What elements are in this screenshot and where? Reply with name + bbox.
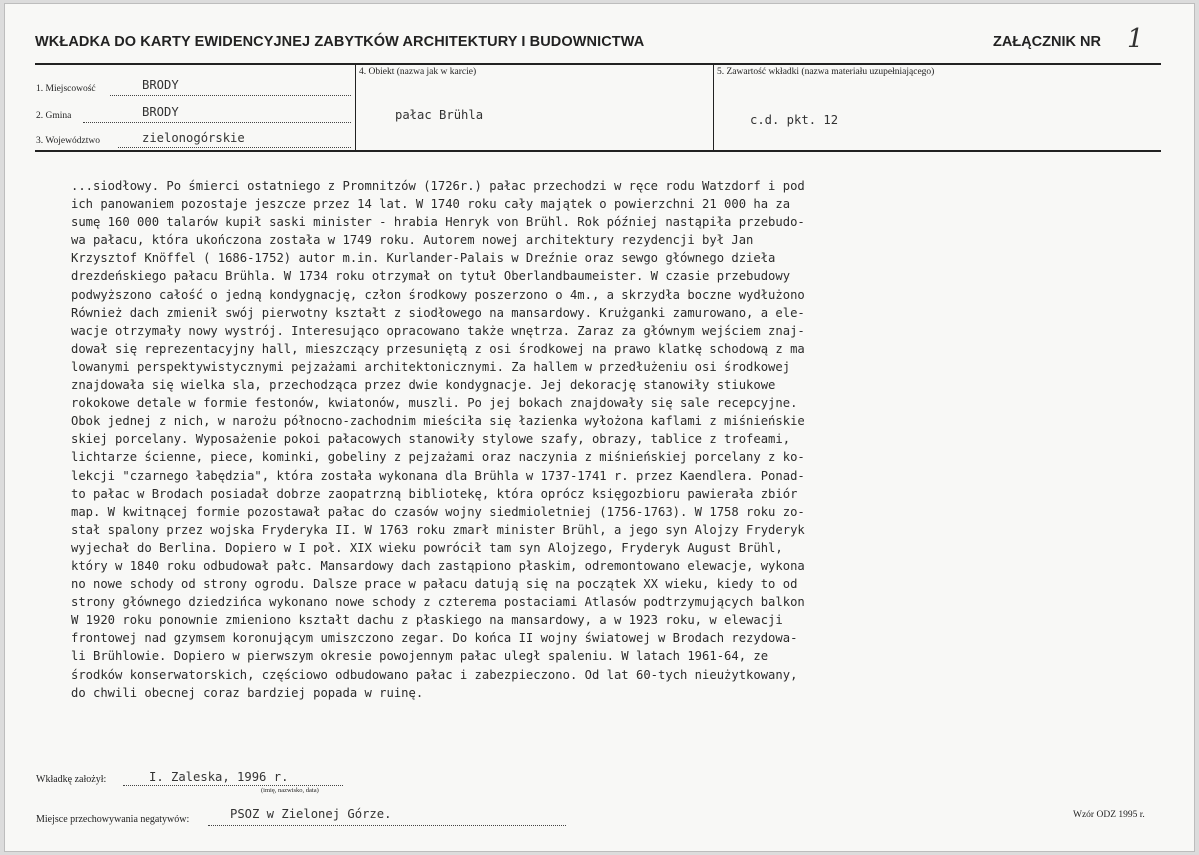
text-line: wyjechał do Berlina. Dopiero w I poł. XIX wieku powrócił tam syn Alojzego, Fryderyk August Brühl, <box>71 540 783 555</box>
form-title: WKŁADKA DO KARTY EWIDENCYJNEJ ZABYTKÓW ARCHITEKTURY I BUDOWNICTWA <box>35 34 645 50</box>
wojewodztwo-value: zielonogórskie <box>142 131 245 145</box>
text-line: map. W kwitnącej formie pozostawał pałac do czasów wojny siedmioletniej (1756-1763). W 1758 roku zo- <box>71 504 805 519</box>
miejscowosc-dotted-line <box>110 95 351 96</box>
negatywy-dotted-line <box>208 825 566 826</box>
text-line: strony głównego dziedzińca wykonano nowe schody z czterema postaciami Atlasów podtrzymujących balkon <box>71 595 805 610</box>
text-line: lekcji "czarnego łabędzia", która została wykonana dla Brühla w 1737-1741 r. przez Kaendlera. Ponad- <box>71 468 805 483</box>
text-line: drezdeńskiego pałacu Brühla. W 1734 roku otrzymał on tytuł Oberlandbaumeister. W czasie przebudowy <box>71 269 791 284</box>
text-line: ich panowaniem pozostaje jeszcze przez 14 lat. W 1740 roku cały majątek o powierzchni 21 000 ha za <box>71 197 791 212</box>
text-line: ...siodłowy. Po śmierci ostatniego z Promnitzów (1726r.) pałac przechodzi w ręce rodu Watzdorf i pod <box>71 179 805 193</box>
text-line: do chwili obecnej coraz bardziej popada w ruinę. <box>71 685 424 700</box>
record-card <box>4 3 1195 852</box>
text-line: wacje otrzymały nowy wystrój. Interesująco opracowano także wnętrza. Zaraz za głównym wejściem znaj- <box>71 323 805 338</box>
description-text <box>71 177 1091 702</box>
miejscowosc-value: BRODY <box>142 78 179 92</box>
wojewodztwo-label: 3. Województwo <box>36 136 100 146</box>
wzor-label: Wzór ODZ 1995 r. <box>1073 810 1145 820</box>
text-line: rokokowe detale w formie festonów, kwiatonów, muszli. Po jej bokach znajdowały się sale recepcyjne. <box>71 396 798 411</box>
text-line: W 1920 roku ponownie zmieniono kształt dachu z płaskiego na mansardowy, a w 1923 roku, w elewacji <box>71 613 783 628</box>
obiekt-label: 4. Obiekt (nazwa jak w karcie) <box>359 67 477 77</box>
text-line: znajdowała się wielka sla, przechodząca przez dwie kondygnacje. Jej dekorację stanowiły stiukowe <box>71 378 776 393</box>
gmina-value: BRODY <box>142 105 179 119</box>
zalozyl-hint: (imię, nazwisko, data) <box>261 787 319 794</box>
text-line: to pałac w Brodach posiadał dobrze zaopatrzną bibliotekę, która oprócz księgozbioru pawierała zbiór <box>71 486 798 501</box>
text-line: skiej porcelany. Wyposażenie pokoi pałacowych stanowiły stylowe szafy, obrazy, tablice z trofeami, <box>71 432 791 447</box>
text-line: stał spalony przez wojska Fryderyka II. W 1763 roku zmarł minister Brühl, a jego syn Alojzy Fryderyk <box>71 522 805 537</box>
top-rule <box>35 63 1161 65</box>
negatywy-label: Miejsce przechowywania negatywów: <box>36 814 190 825</box>
text-line: frontowej nad gzymsem koronującym umiszczono zegar. Do końca II wojny światowej w Brodach rezydowa- <box>71 631 798 646</box>
annex-number: 1 <box>1127 24 1144 54</box>
miejscowosc-label: 1. Miejscowość <box>36 84 96 94</box>
text-line: lowanymi perspektywistycznymi pejzażami architektonicznymi. Za hallem w przedłużeniu osi środkowej <box>71 359 791 374</box>
text-line: Krzysztof Knöffel ( 1686-1752) autor m.in. Kurlander-Palais w Dreźnie oraz sewgo głównego dzieła <box>71 251 776 266</box>
divider-left <box>355 63 356 150</box>
text-line: no nowe schody od strony ogrodu. Dalsze prace w pałacu datują się na początek XX wieku, kiedy to od <box>71 577 798 592</box>
text-line: który w 1840 roku odbudował pałc. Mansardowy dach zastąpiono płaskim, odremontowano elewacje, wykona <box>71 558 805 573</box>
wojewodztwo-dotted-line <box>118 147 351 148</box>
text-line: podwyższono całość o jedną kondygnację, człon środkowy poszerzono o 4m., a skrzydła boczne wydłużono <box>71 287 805 302</box>
zawartosc-value: c.d. pkt. 12 <box>750 113 839 127</box>
gmina-label: 2. Gmina <box>36 111 72 121</box>
zalozyl-dotted-line <box>123 785 343 786</box>
gmina-dotted-line <box>83 122 351 123</box>
zalozyl-label: Wkładkę założył: <box>36 774 107 785</box>
text-line: dował się reprezentacyjny hall, mieszczący przesuniętą z osi środkowej na prawo klatkę schodową z ma <box>71 341 805 356</box>
divider-right <box>713 63 714 150</box>
text-line: lichtarze ścienne, piece, kominki, gobeliny z pejzażami oraz naczynia z miśnieńskiej porcelany z ko- <box>71 450 805 465</box>
text-line: wa pałacu, która ukończona została w 1749 roku. Autorem nowej architektury rezydencji był Jan <box>71 233 754 248</box>
text-line: środków konserwatorskich, częściowo odbudowano pałac i zabezpieczono. Od lat 60-tych nieużytkowany, <box>71 667 798 682</box>
text-line: Również dach zmienił swój pierwotny kształt z siodłowego na mansardowy. Krużganki zamurowano, a ele- <box>71 305 805 320</box>
text-line: sumę 160 000 talarów kupił saski minister - hrabia Henryk von Brühl. Rok później nastąpiła przebudo- <box>71 215 805 230</box>
zawartosc-label: 5. Zawartość wkładki (nazwa materiału uzupełniającego) <box>717 67 935 77</box>
obiekt-value: pałac Brühla <box>395 108 484 122</box>
annex-label: ZAŁĄCZNIK NR <box>993 34 1101 50</box>
text-line: li Brühlowie. Dopiero w pierwszym okresie powojennym pałac uległ spaleniu. W latach 1961-64, ze <box>71 649 769 664</box>
text-line: Obok jednej z nich, w narożu północno-zachodnim mieściła się łazienka wyłożona kaflami z miśnieńskie <box>71 414 805 429</box>
negatywy-value: PSOZ w Zielonej Górze. <box>230 807 392 821</box>
header-bottom-rule <box>35 150 1161 152</box>
zalozyl-value: I. Zaleska, 1996 r. <box>149 770 289 784</box>
